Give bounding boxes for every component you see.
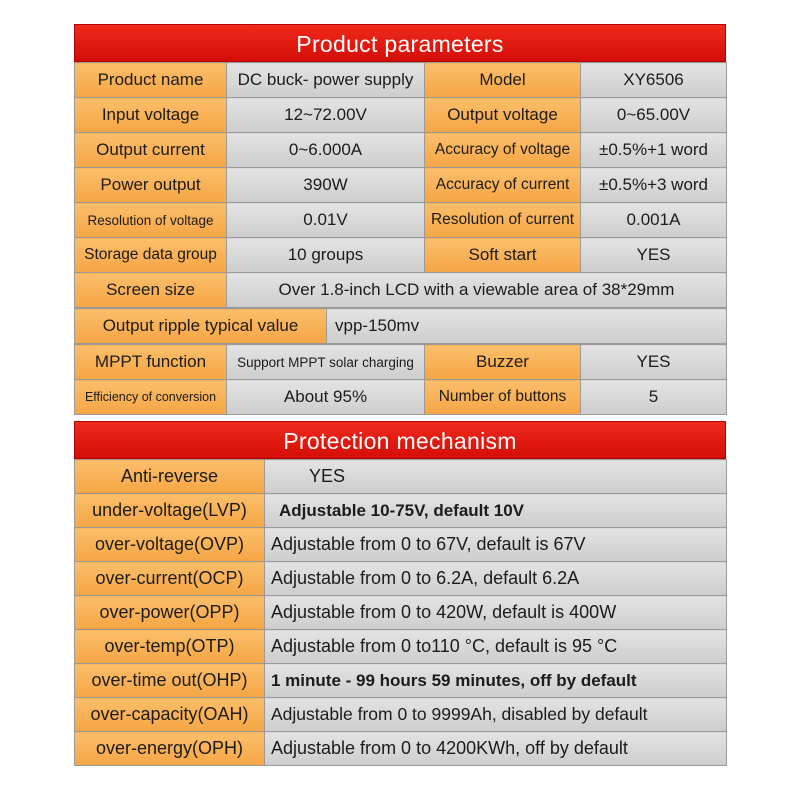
param-label: Storage data group — [75, 238, 227, 273]
table-row — [75, 203, 727, 238]
table-row — [75, 732, 727, 766]
protection-value: Adjustable from 0 to 67V, default is 67V — [265, 528, 727, 562]
param-label: Model — [425, 63, 581, 98]
table-row — [75, 494, 727, 528]
param-value: vpp-150mv — [327, 309, 727, 344]
param-value: Support MPPT solar charging — [227, 345, 425, 380]
param-label: Output ripple typical value — [75, 309, 327, 344]
product-parameters-header: Product parameters — [74, 24, 726, 62]
protection-mechanism-header: Protection mechanism — [74, 421, 726, 459]
param-value: 390W — [227, 168, 425, 203]
param-value: YES — [581, 345, 727, 380]
table-row — [75, 562, 727, 596]
protection-label: over-voltage(OVP) — [75, 528, 265, 562]
param-value: About 95% — [227, 380, 425, 415]
protection-value: Adjustable from 0 to 9999Ah, disabled by default — [265, 698, 727, 732]
spec-sheet — [74, 24, 726, 766]
table-row — [75, 698, 727, 732]
protection-label: over-power(OPP) — [75, 596, 265, 630]
param-label: Resolution of current — [425, 203, 581, 238]
param-value: ±0.5%+1 word — [581, 133, 727, 168]
protection-value: Adjustable 10-75V, default 10V — [265, 494, 727, 528]
param-label: Accuracy of current — [425, 168, 581, 203]
protection-value: YES — [265, 460, 727, 494]
param-value: YES — [581, 238, 727, 273]
table-row — [75, 345, 727, 380]
protection-label: over-current(OCP) — [75, 562, 265, 596]
param-value: 0~6.000A — [227, 133, 425, 168]
table-row — [75, 596, 727, 630]
param-label: Power output — [75, 168, 227, 203]
table-row — [75, 630, 727, 664]
param-value: 0.001A — [581, 203, 727, 238]
table-row — [75, 133, 727, 168]
protection-label: over-temp(OTP) — [75, 630, 265, 664]
ripple-table — [74, 308, 727, 344]
param-label: Number of buttons — [425, 380, 581, 415]
protection-label: under-voltage(LVP) — [75, 494, 265, 528]
param-label: Screen size — [75, 273, 227, 308]
param-value: ±0.5%+3 word — [581, 168, 727, 203]
table-row — [75, 63, 727, 98]
protection-table — [74, 459, 727, 766]
param-label: Buzzer — [425, 345, 581, 380]
protection-value: 1 minute - 99 hours 59 minutes, off by default — [265, 664, 727, 698]
param-value: 5 — [581, 380, 727, 415]
param-value: 10 groups — [227, 238, 425, 273]
protection-label: over-energy(OPH) — [75, 732, 265, 766]
param-label: Accuracy of voltage — [425, 133, 581, 168]
param-label: Efficiency of conversion — [75, 380, 227, 415]
protection-value: Adjustable from 0 to 4200KWh, off by default — [265, 732, 727, 766]
table-row — [75, 273, 727, 308]
table-row — [75, 380, 727, 415]
table-row — [75, 309, 727, 344]
param-label: Product name — [75, 63, 227, 98]
param-label: Input voltage — [75, 98, 227, 133]
protection-label: Anti-reverse — [75, 460, 265, 494]
table-row — [75, 238, 727, 273]
param-value: Over 1.8-inch LCD with a viewable area of 38*29mm — [227, 273, 727, 308]
table-row — [75, 168, 727, 203]
param-label: Resolution of voltage — [75, 203, 227, 238]
param-label: Output current — [75, 133, 227, 168]
param-value: DC buck- power supply — [227, 63, 425, 98]
product-parameters-table — [74, 62, 727, 308]
param-label: MPPT function — [75, 345, 227, 380]
param-value: 12~72.00V — [227, 98, 425, 133]
table-row — [75, 528, 727, 562]
protection-label: over-time out(OHP) — [75, 664, 265, 698]
param-value: 0.01V — [227, 203, 425, 238]
param-value: 0~65.00V — [581, 98, 727, 133]
table-row — [75, 664, 727, 698]
protection-value: Adjustable from 0 to 6.2A, default 6.2A — [265, 562, 727, 596]
param-label: Output voltage — [425, 98, 581, 133]
param-value: XY6506 — [581, 63, 727, 98]
table-row — [75, 98, 727, 133]
protection-value: Adjustable from 0 to110 °C, default is 95 °C — [265, 630, 727, 664]
param-label: Soft start — [425, 238, 581, 273]
product-parameters-table-2 — [74, 344, 727, 415]
table-row — [75, 460, 727, 494]
protection-value: Adjustable from 0 to 420W, default is 400W — [265, 596, 727, 630]
protection-label: over-capacity(OAH) — [75, 698, 265, 732]
